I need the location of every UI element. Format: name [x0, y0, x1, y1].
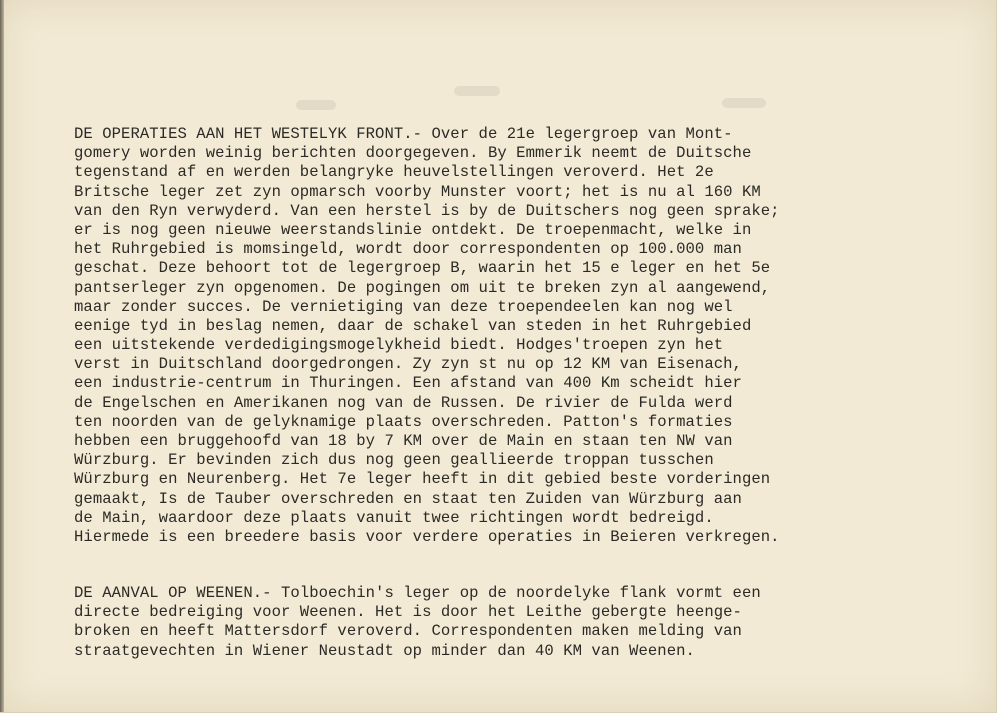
ink-smudge — [722, 98, 766, 108]
text-line: het Ruhrgebied is momsingeld, wordt door correspondenten op 100.000 man — [74, 240, 742, 259]
text-line: eenige tyd in beslag nemen, daar de schakel van steden in het Ruhrgebied — [74, 316, 752, 335]
text-line: straatgevechten in Wiener Neustadt op minder dan 40 KM van Weenen. — [74, 641, 695, 660]
text-line: Würzburg en Neurenberg. Het 7e leger heeft in dit gebied beste vorderingen — [74, 470, 771, 489]
text-line: DE OPERATIES AAN HET WESTELYK FRONT.- Over de 21e legergroep van Mont- — [74, 125, 733, 143]
paragraph-attack-vienna — [74, 584, 761, 661]
text-line: directe bedreiging voor Weenen. Het is door het Leithe gebergte heenge- — [74, 603, 742, 622]
text-line: gemaakt, Is de Tauber overschreden en staat ten Zuiden van Würzburg aan — [74, 489, 742, 508]
text-line: tegenstand af en werden belangryke heuvelstellingen veroverd. Het 2e — [74, 163, 714, 182]
text-line: Hiermede is een breedere basis voor verdere operaties in Beieren verkregen. — [74, 527, 780, 546]
text-line: geschat. Deze behoort tot de legergroep B, waarin het 15 e leger en het 5e — [74, 259, 771, 278]
text-line: van den Ryn verwyderd. Van een herstel is by de Duitschers nog geen sprake; — [74, 201, 780, 220]
text-line: de Engelschen en Amerikanen nog van de Russen. De rivier de Fulda werd — [74, 393, 733, 412]
text-line: verst in Duitschland doorgedrongen. Zy zyn st nu op 12 KM van Eisenach, — [74, 355, 742, 374]
text-line: DE AANVAL OP WEENEN.- Tolboechin's leger op de noordelyke flank vormt een — [74, 584, 761, 602]
text-line: er is nog geen nieuwe weerstandslinie ontdekt. De troepenmacht, welke in — [74, 220, 752, 239]
text-line: maar zonder succes. De vernietiging van deze troependeelen kan nog wel — [74, 297, 733, 316]
text-line: gomery worden weinig berichten doorgegeven. By Emmerik neemt de Duitsche — [74, 144, 752, 163]
text-line: Britsche leger zet zyn opmarsch voorby Munster voort; het is nu al 160 KM — [74, 182, 761, 201]
text-line: een industrie-centrum in Thuringen. Een afstand van 400 Km scheidt hier — [74, 374, 742, 393]
text-line: hebben een bruggehoofd van 18 by 7 KM over de Main en staan ten NW van — [74, 432, 733, 450]
text-line: een uitstekende verdedigingsmogelykheid biedt. Hodges'troepen zyn het — [74, 336, 724, 355]
ink-smudge — [454, 86, 500, 96]
text-line: de Main, waardoor deze plaats vanuit twee richtingen wordt bedreigd. — [74, 508, 714, 527]
page-edge-shadow — [0, 0, 4, 712]
ink-smudge — [296, 100, 336, 110]
text-line: pantserleger zyn opgenomen. De pogingen om uit te breken zyn al aangewend, — [74, 278, 771, 297]
text-line: ten noorden van de gelyknamige plaats overschreden. Patton's formaties — [74, 412, 733, 431]
text-line: Würzburg. Er bevinden zich dus nog geen geallieerde troppan tusschen — [74, 451, 714, 470]
paragraph-western-front — [74, 125, 780, 547]
text-line: broken en heeft Mattersdorf veroverd. Correspondenten maken melding van — [74, 622, 742, 641]
